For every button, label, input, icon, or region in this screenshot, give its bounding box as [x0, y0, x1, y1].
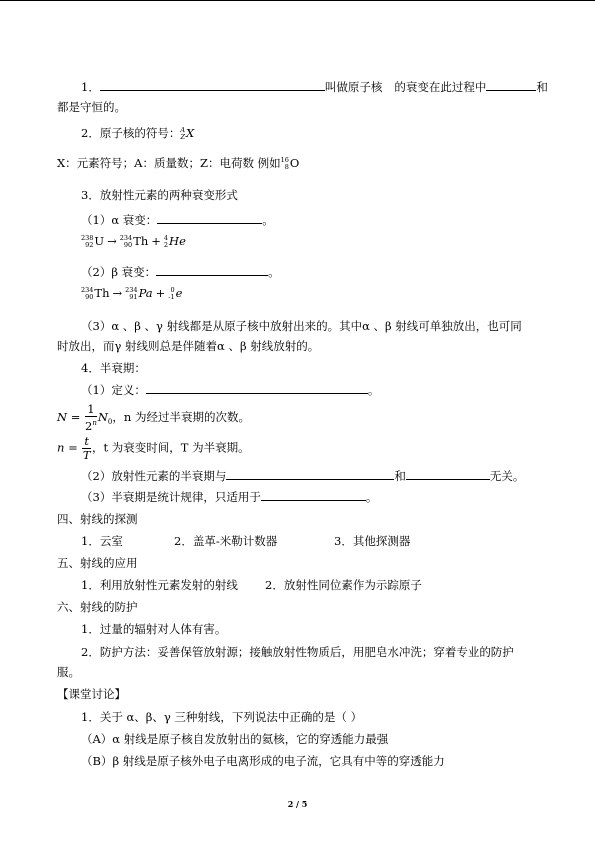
sec5-item-2: 2．放射性同位素作为示踪原子 [265, 578, 422, 592]
q1-line2: 都是守恒的。 [57, 100, 126, 114]
q2-desc [57, 155, 299, 171]
blank-half-life-definition[interactable] [146, 381, 368, 394]
q1-text-a: 叫做原子核 [324, 80, 383, 94]
sec4-item-1: 1．云室 [81, 534, 123, 548]
q2-text: 2．原子核的符号： [81, 126, 181, 140]
sec5-title: 五、射线的应用 [57, 556, 138, 570]
q4-p2: （2）放射性元素的半衰期与 和 无关。 [81, 469, 525, 483]
oxygen-scripts: 16 8 [280, 156, 289, 171]
sec6-p2a: 2．防护方法：妥善保管放射源；接触放射性物质后，用肥皂水冲洗；穿着专业的防护 [81, 645, 514, 659]
alpha-label: （1）α 衰变： [81, 213, 158, 227]
beta-line: （2）β 衰变： 。 [81, 265, 280, 279]
blank-applies-to[interactable] [261, 488, 366, 501]
sec4-title: 四、射线的探测 [57, 512, 138, 526]
sec6-p1: 1．过量的辐射对人体有害。 [81, 622, 227, 636]
beta-label: （2）β 衰变： [81, 265, 157, 279]
q1-line [81, 78, 548, 95]
blank-alpha-decay[interactable] [157, 211, 262, 224]
nuclide-symbol-scripts: A Z [180, 126, 186, 141]
blank-beta-decay[interactable] [156, 263, 268, 276]
q1-text-b: 的衰变在此过程中 [394, 80, 487, 94]
q1-text-c: 和 [536, 80, 548, 94]
discussion-question: 1．关于 α、β、γ 三种射线，下列说法中正确的是（ ） [81, 710, 363, 724]
q4-definition: （1）定义： 。 [81, 383, 380, 397]
beta-equation: 234 90 Th → 234 91 Pa + 0 -1 e [81, 286, 183, 301]
top-rule [0, 0, 595, 1]
formula-n: N = $\frac{1}{2^n}$ $N_0$，n 为经过半衰期的次数。 [57, 402, 250, 433]
q4-title: 4．半衰期： [81, 361, 146, 375]
sec6-p2b: 服。 [57, 665, 80, 679]
option-a[interactable]: （A）α 射线是原子核自发放射出的氦核，它的穿透能力最强 [81, 732, 389, 746]
sec5-item-1: 1．利用放射性元素发射的射线 [81, 578, 238, 592]
discussion-title: 【课堂讨论】 [57, 687, 126, 701]
q2-line [81, 125, 194, 141]
arrow-icon: → [107, 234, 117, 248]
option-b[interactable]: （B）β 射线是原子核外电子电离形成的电子流，它具有中等的穿透能力 [81, 754, 445, 768]
alpha-equation: 238 92 U → 234 90 Th + 4 2 He [81, 234, 186, 249]
oxygen-symbol: O [289, 156, 300, 170]
formula-t: n = $\frac{t}{T}$ ，t 为衰变时间，T 为半衰期。 [57, 434, 250, 462]
gamma-line2: 时放出，而γ 射线则总是伴随着α 、β 射线放射的。 [57, 339, 320, 353]
gamma-line1: （3）α 、β 、γ 射线都是从原子核中放射出来的。其中α 、β 射线可单独放出，也可同 [81, 319, 522, 333]
page-number: 2 / 5 [287, 799, 308, 809]
blank-decay-definition[interactable] [100, 78, 325, 91]
sec6-title: 六、射线的防护 [57, 600, 138, 614]
blank-independent-1[interactable] [226, 467, 394, 480]
blank-conserved-1[interactable] [486, 78, 536, 91]
q3-title: 3．放射性元素的两种衰变形式 [81, 188, 238, 202]
sec4-item-3: 3．其他探测器 [334, 534, 411, 548]
alpha-line: （1）α 衰变： 。 [81, 213, 274, 227]
sec4-item-2: 2．盖革-米勒计数器 [174, 534, 278, 548]
arrow-icon: → [112, 286, 123, 300]
q2-desc-text: X：元素符号；A：质量数；Z：电荷数 例如 [57, 156, 281, 170]
blank-independent-2[interactable] [406, 467, 490, 480]
q1-number: 1． [81, 80, 100, 94]
q4-p3: （3）半衰期是统计规律，只适用于 。 [81, 490, 378, 504]
nuclide-symbol-x: X [186, 126, 195, 140]
